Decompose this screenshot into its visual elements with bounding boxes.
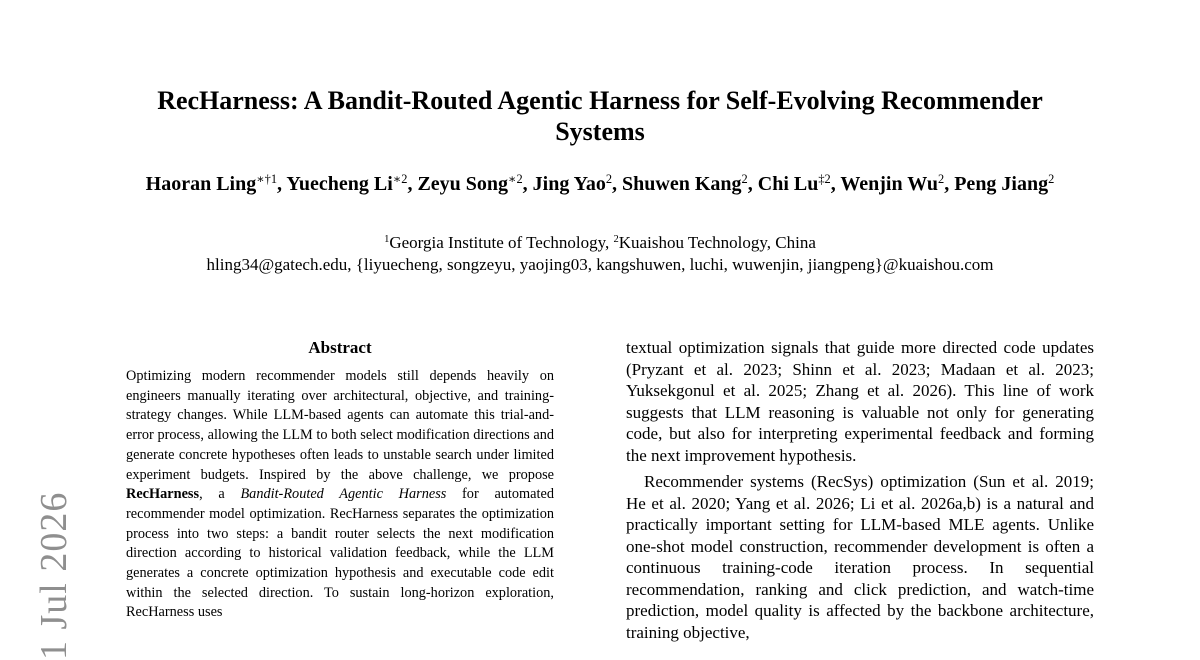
affiliations [110, 232, 1090, 276]
abstract-text: Optimizing modern recommender models still depends heavily on engineers manually iterating over architectural, objective, and training-strategy changes. While LLM-based agents can automate this trial-and-error process, allowing the LLM to both select modification directions and generate concrete hypotheses often leads to unstable search under limited experiment budgets. Inspired by the above challenge, we propose RecHarness, a Bandit-Routed Agentic Harness for automated recommender model optimization. RecHarness separates the optimization process into two steps: a bandit router selects the next modification direction according to historical validation feedback, while the LLM generates a concrete optimization hypothesis and executable code edit within the selected direction. To sustain long-horizon exploration, RecHarness uses [126, 368, 554, 621]
body-paragraph: Recommender systems (RecSys) optimization (Sun et al. 2019; He et al. 2020; Yang et al. 2026; Li et al. 2026a,b) is a natural and practically important setting for LLM-based MLE agents. Unlike one-shot model construction, recommender development is often a continuous training-code iteration process. In sequential recommendation, ranking and click prediction, and watch-time prediction, model quality is affected by the backbone architecture, training objective, [626, 472, 1094, 642]
system-full-name: Bandit-Routed Agentic Harness [240, 486, 447, 503]
author: Zeyu Song$^{∗2}$, [417, 172, 533, 195]
author: Shuwen Kang$^2$, [622, 172, 758, 195]
arxiv-stamp: 1 Jul 2026 [33, 491, 75, 660]
body-paragraph: textual optimization signals that guide more directed code updates (Pryzant et al. 2023; Shinn et al. 2023; Madaan et al. 2023; Yuksekgonul et al. 2025; Zhang et al. 2026). This line of work suggests that LLM reasoning is valuable not only for generating code, but also for interpreting experimental feedback and forming the next improvement hypothesis. [626, 338, 1094, 465]
right-column [626, 337, 1094, 643]
author-list [110, 171, 1090, 197]
author: Jing Yao$^2$, [532, 172, 623, 195]
email-line: hling34@gatech.edu, {liyuecheng, songzeyu, yaojing03, kangshuwen, luchi, wuwenjin, jiangpeng}@kuaishou.com [206, 255, 994, 274]
paper-title: RecHarness: A Bandit-Routed Agentic Harness for Self-Evolving Recommender Systems [157, 86, 1043, 146]
author: Peng Jiang$^2$ [954, 172, 1055, 195]
author: Haoran Ling$^{∗\dagger 1}$, [145, 172, 287, 195]
author: Chi Lu$^{\ddagger 2}$, [757, 172, 841, 195]
abstract-heading: Abstract [308, 338, 372, 357]
left-column [126, 337, 554, 623]
institution-line: $^1$Georgia Institute of Technology, $^2$Kuaishou Technology, China [384, 233, 816, 252]
author: Yuecheng $Li^{∗2}$, [286, 172, 418, 195]
author: Wenjin Wu$^2$, [840, 172, 955, 195]
system-name: RecHarness [126, 486, 200, 503]
